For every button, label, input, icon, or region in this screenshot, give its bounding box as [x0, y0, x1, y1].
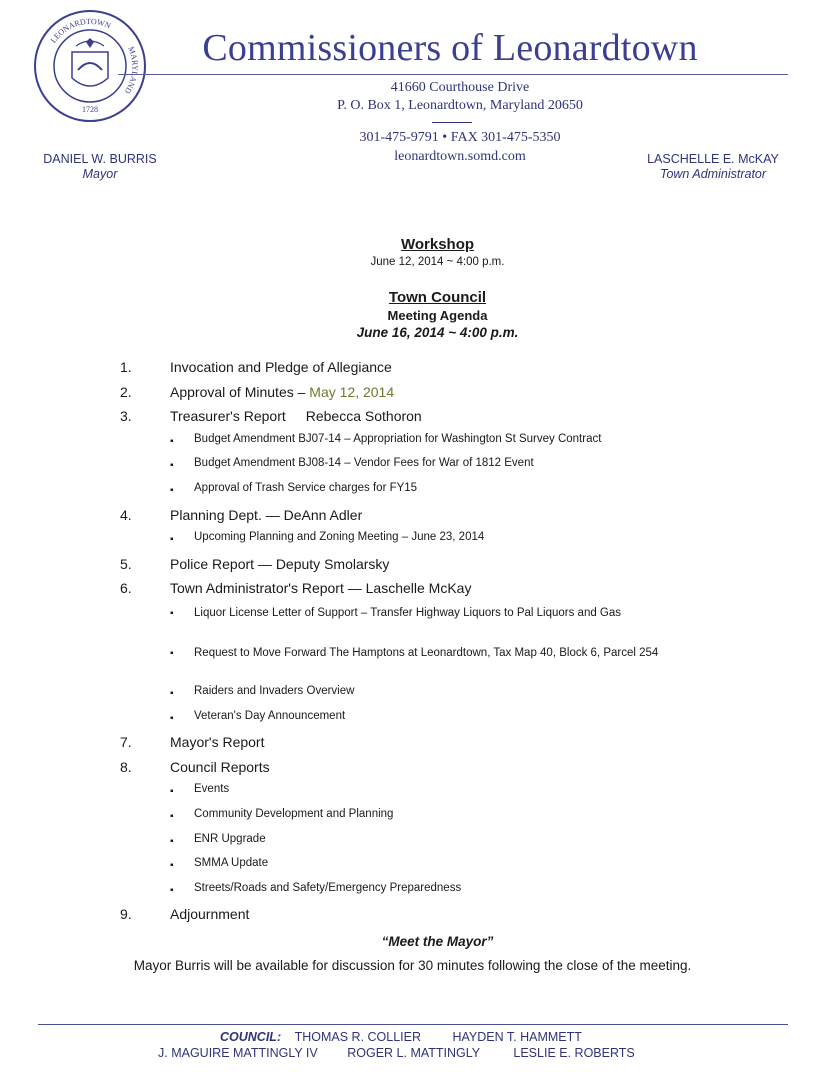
- agenda-subitem: [0, 528, 825, 553]
- agenda-item-label: Approval of Minutes –: [170, 383, 310, 400]
- workshop-title: Workshop: [400, 236, 475, 253]
- mayor-block: [20, 152, 180, 181]
- town-seal-logo: [32, 8, 148, 124]
- bullet-icon: ▪: [170, 786, 174, 798]
- agenda-item: [0, 504, 825, 529]
- agenda-item: [0, 405, 825, 430]
- mayor-name: DANIEL W. BURRIS: [43, 152, 157, 166]
- bullet-icon: ▪: [170, 460, 174, 472]
- agenda-item-number: 5.: [120, 555, 132, 572]
- website: leonardtown.somd.com: [394, 149, 526, 164]
- bullet-icon: ▪: [170, 810, 174, 822]
- agenda-item-text: [170, 906, 249, 922]
- meeting-subtitle: Meeting Agenda: [387, 308, 488, 323]
- agenda-item-number: 8.: [120, 758, 132, 775]
- agenda-subitem: [0, 642, 825, 682]
- agenda-item-label: Police Report — Deputy Smolarsky: [170, 555, 390, 572]
- agenda-item-number: 2.: [120, 383, 132, 400]
- minutes-date-highlight: May 12, 2014: [309, 383, 395, 400]
- agenda-item-text: [170, 556, 389, 572]
- svg-text:MARYLAND: MARYLAND: [122, 45, 140, 96]
- council-member: THOMAS R. COLLIER: [294, 1030, 422, 1044]
- agenda-subitem: [0, 479, 825, 504]
- agenda-item: [0, 356, 825, 381]
- organization-title: Commissioners of Leonardtown: [202, 27, 698, 69]
- svg-text:1728: 1728: [82, 105, 98, 114]
- agenda-subitem-text: ENR Upgrade: [194, 832, 266, 845]
- council-line-1: [220, 1030, 582, 1044]
- meet-the-mayor-title: “Meet the Mayor”: [381, 934, 494, 949]
- bullet-icon: ▪: [170, 435, 174, 447]
- agenda-subitem-text: Upcoming Planning and Zoning Meeting – June 23, 2014: [194, 531, 485, 544]
- agenda-subitem-text: Approval of Trash Service charges for FY15: [194, 481, 418, 494]
- agenda-subitem-text: Events: [194, 783, 230, 796]
- agenda-item: [0, 731, 825, 756]
- bullet-icon: ▪: [170, 884, 174, 896]
- agenda-item-label: Invocation and Pledge of Allegiance: [170, 359, 392, 375]
- administrator-block: [618, 152, 808, 181]
- agenda-item: [0, 903, 825, 928]
- agenda-item-text: [170, 384, 394, 400]
- agenda-item-label: Planning Dept. — DeAnn Adler: [170, 506, 363, 523]
- agenda-item-number: 6.: [120, 580, 132, 597]
- bullet-icon: ▪: [170, 835, 174, 847]
- agenda-item-label: Mayor's Report: [170, 734, 265, 751]
- agenda-item-label: Town Administrator's Report — Laschelle McKay: [170, 580, 472, 597]
- bullet-icon: ▪: [170, 484, 174, 496]
- agenda-subitem-text: Raiders and Invaders Overview: [194, 684, 355, 697]
- footer-rule: [38, 1024, 788, 1025]
- agenda-subitem-text: Budget Amendment BJ07-14 – Appropriation for Washington St Survey Contract: [194, 432, 602, 445]
- svg-text:LEONARDTOWN: LEONARDTOWN: [48, 16, 113, 45]
- address-divider: [432, 122, 472, 123]
- agenda-item-number: 1.: [120, 359, 132, 375]
- agenda-subitem: [0, 682, 825, 707]
- phone-fax: 301-475-9791 • FAX 301-475-5350: [359, 130, 561, 145]
- bullet-icon: ▪: [170, 860, 174, 872]
- agenda-item-number: 4.: [120, 506, 132, 523]
- agenda-subitem: [0, 879, 825, 904]
- meeting-title: Town Council: [388, 289, 487, 306]
- bullet-icon: ▪: [170, 607, 174, 619]
- agenda-subitem-text: Community Development and Planning: [194, 807, 394, 820]
- agenda-item-text: [170, 580, 471, 596]
- agenda-item-presenter: Rebecca Sothoron: [305, 408, 422, 425]
- agenda-item: [0, 553, 825, 578]
- agenda-item: [0, 381, 825, 406]
- agenda-subitem-text: Budget Amendment BJ08-14 – Vendor Fees for War of 1812 Event: [194, 457, 534, 470]
- council-member: J. MAGUIRE MATTINGLY IV: [158, 1046, 318, 1060]
- agenda-subitem: [0, 805, 825, 830]
- agenda-subitem: [0, 854, 825, 879]
- agenda-subitem-text: Request to Move Forward The Hamptons at Leonardtown, Tax Map 40, Block 6, Parcel 254: [194, 646, 659, 659]
- agenda-item-text: [170, 408, 422, 424]
- agenda-item-label: Treasurer's Report: [170, 408, 286, 425]
- agenda-item-label: Adjournment: [170, 906, 250, 923]
- agenda-subitem-text: SMMA Update: [194, 857, 269, 870]
- meet-the-mayor-description: Mayor Burris will be available for discussion for 30 minutes following the close of the meeting.: [133, 958, 692, 973]
- council-member: HAYDEN T. HAMMETT: [452, 1030, 582, 1044]
- agenda-item-number: 3.: [120, 408, 132, 425]
- agenda-subitem: [0, 707, 825, 732]
- bullet-icon: ▪: [170, 647, 174, 659]
- agenda-item-text: [170, 359, 392, 375]
- agenda-item-number: 9.: [120, 906, 132, 923]
- address-line-1: 41660 Courthouse Drive: [390, 80, 530, 95]
- council-line-2: [158, 1046, 635, 1060]
- agenda-subitem-text: Streets/Roads and Safety/Emergency Preparedness: [194, 881, 462, 894]
- agenda-item-text: [170, 759, 270, 775]
- agenda-list: [0, 356, 825, 928]
- administrator-name: LASCHELLE E. McKAY: [647, 152, 779, 166]
- agenda-subitem: [0, 830, 825, 855]
- workshop-date: June 12, 2014 ~ 4:00 p.m.: [370, 256, 505, 268]
- council-member: LESLIE E. ROBERTS: [513, 1046, 635, 1060]
- agenda-subitem-text: Liquor License Letter of Support – Transfer Highway Liquors to Pal Liquors and Gas: [194, 606, 622, 619]
- agenda-item-number: 7.: [120, 734, 132, 751]
- meeting-date: June 16, 2014 ~ 4:00 p.m.: [356, 325, 519, 340]
- agenda-item-text: [170, 507, 362, 523]
- council-member: ROGER L. MATTINGLY: [347, 1046, 480, 1060]
- agenda-item: [0, 756, 825, 781]
- council-label: COUNCIL:: [220, 1030, 282, 1044]
- agenda-item: [0, 577, 825, 602]
- agenda-subitem: [0, 602, 825, 642]
- agenda-item-label: Council Reports: [170, 758, 270, 775]
- bullet-icon: ▪: [170, 534, 174, 546]
- bullet-icon: ▪: [170, 712, 174, 724]
- address-line-2: P. O. Box 1, Leonardtown, Maryland 20650: [337, 98, 583, 113]
- agenda-subitem: [0, 454, 825, 479]
- header-rule: [118, 74, 788, 75]
- agenda-subitem: [0, 780, 825, 805]
- mayor-role: Mayor: [82, 167, 118, 181]
- administrator-role: Town Administrator: [659, 167, 767, 181]
- agenda-subitem: [0, 430, 825, 455]
- bullet-icon: ▪: [170, 687, 174, 699]
- agenda-subitem-text: Veteran's Day Announcement: [194, 709, 346, 722]
- agenda-item-text: [170, 734, 264, 750]
